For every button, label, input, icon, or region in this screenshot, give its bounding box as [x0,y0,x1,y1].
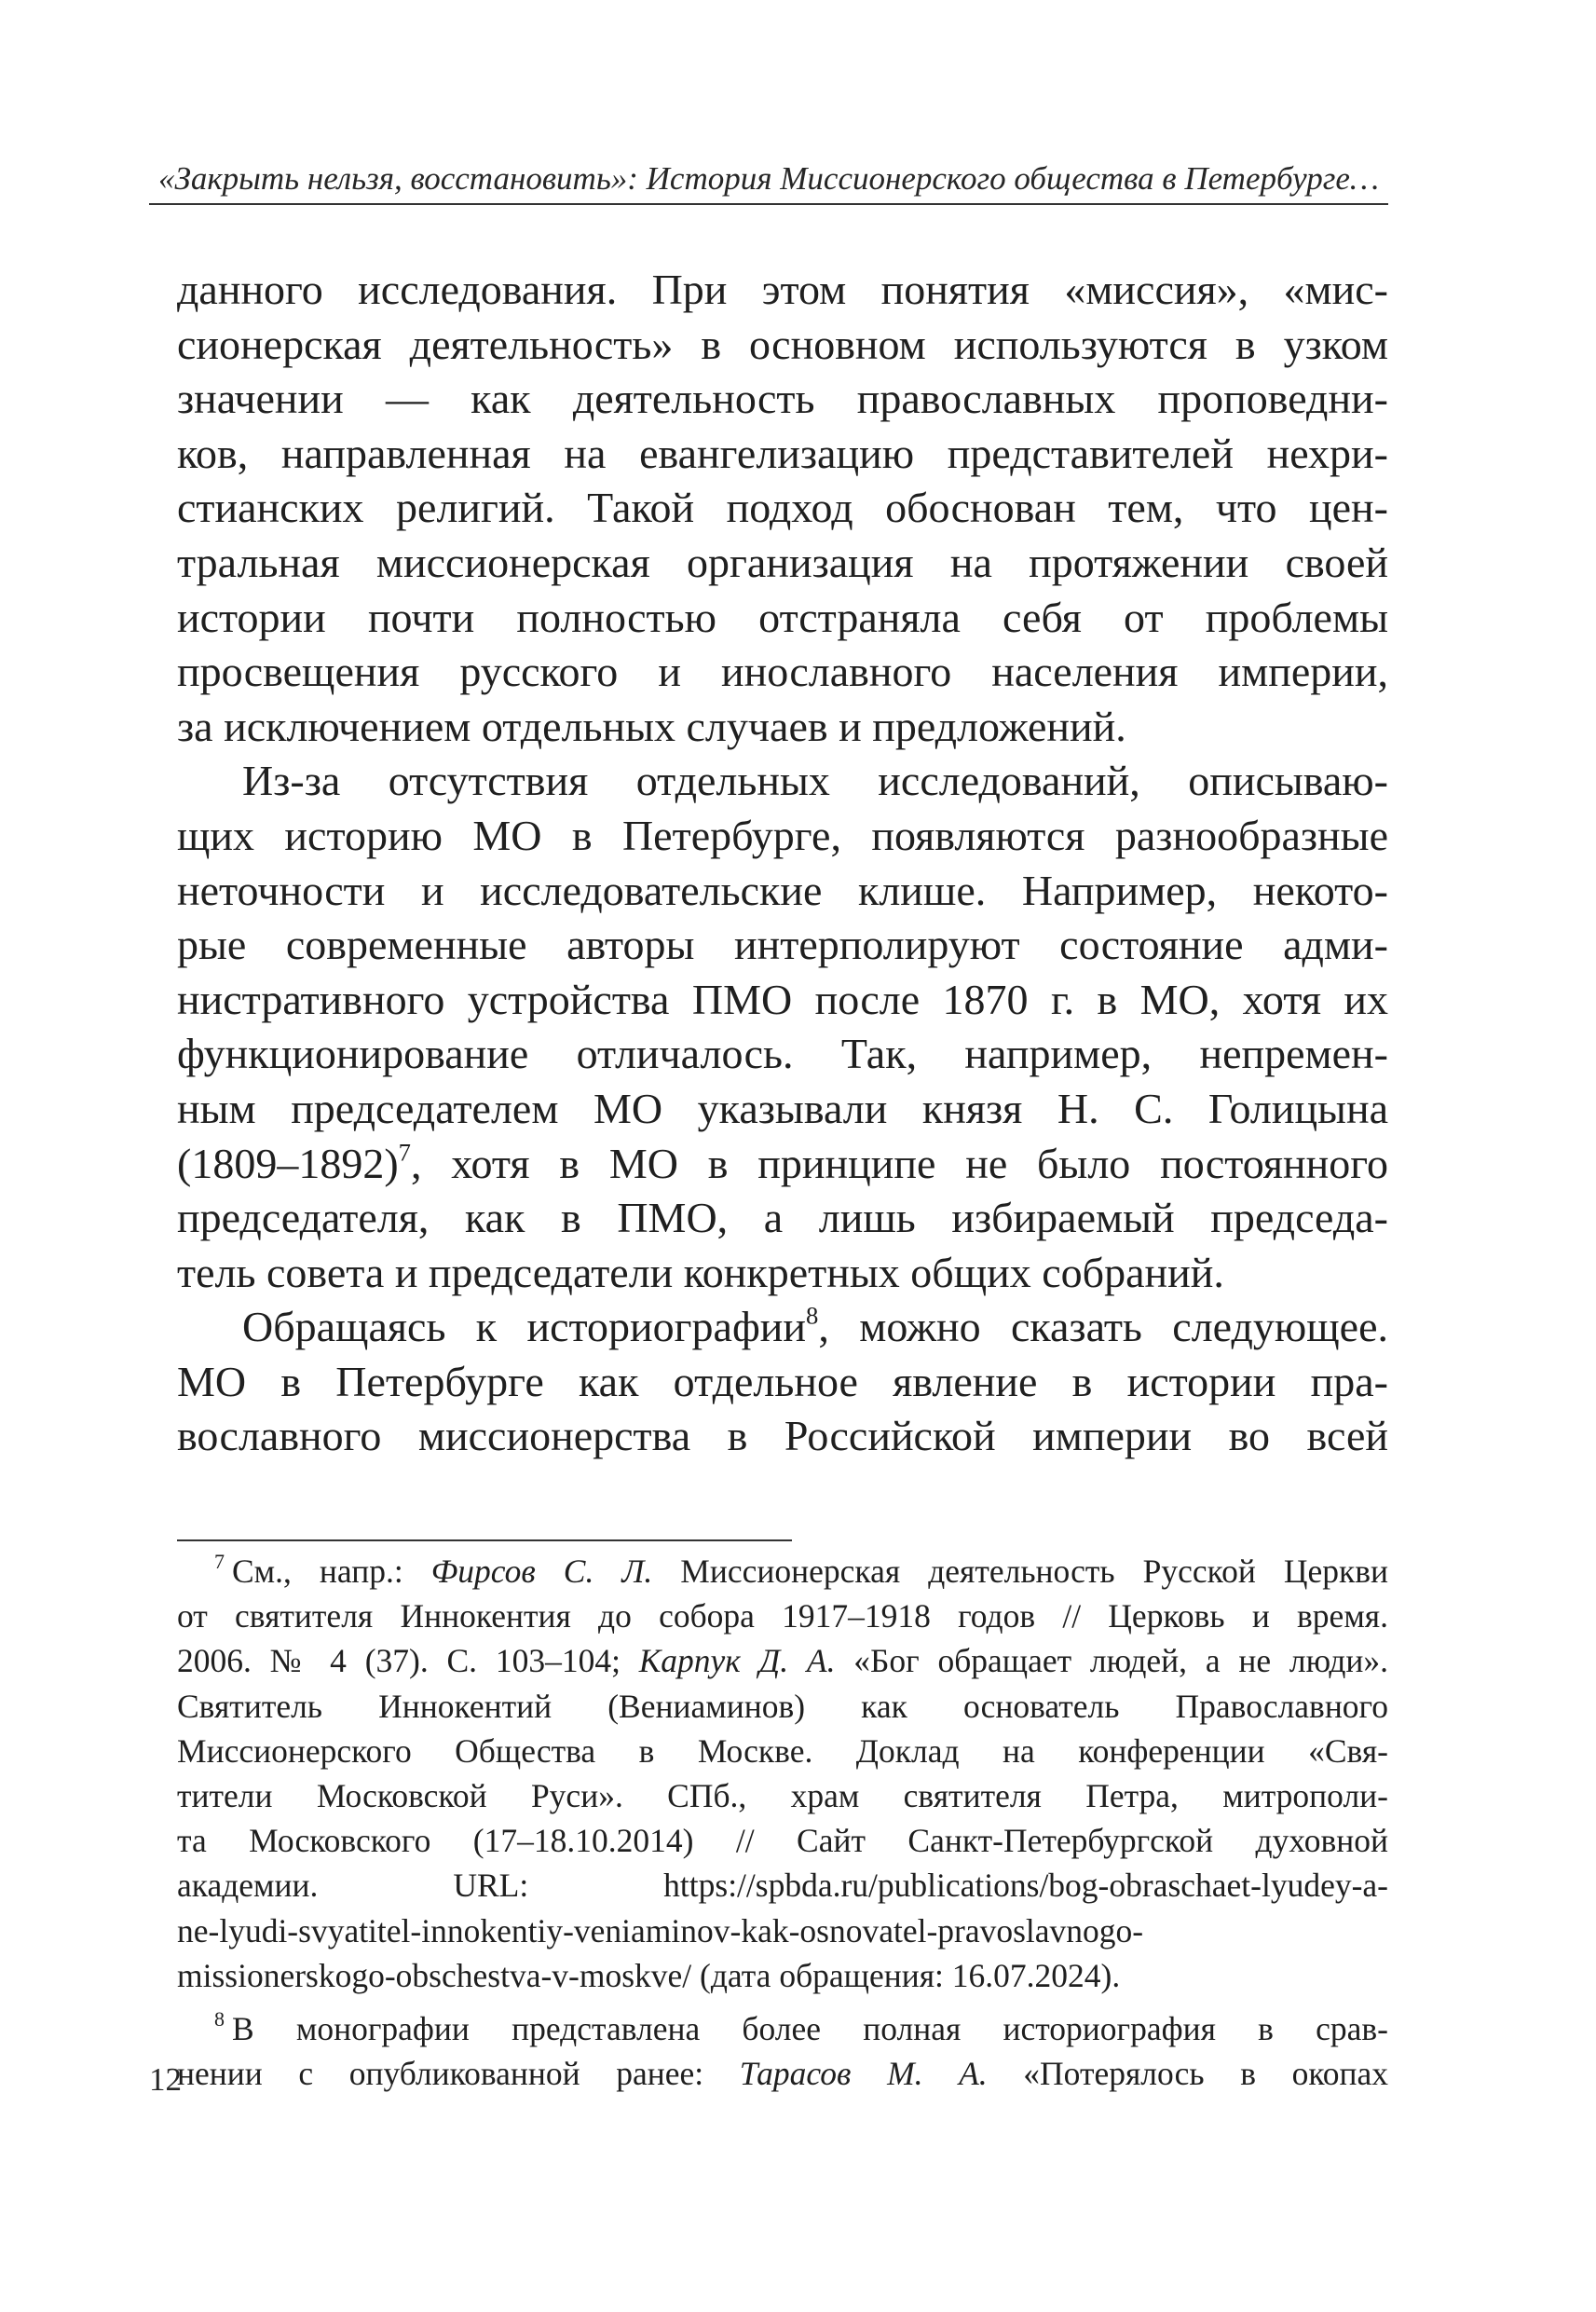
footnote-7-url-line[interactable]: missionerskogo-obschestva-v-moskve/ (дата обращения: 16.07.2024). [177,1956,1121,1994]
body-line: вославного миссионерства в Российской империи во всей [177,1412,1388,1460]
body-line: МО в Петербурге как отдельное явление в истории пра- [177,1357,1388,1405]
body-line: Из-за отсутствия отдельных исследований, описываю- [242,757,1388,805]
body-text-segment: , можно сказать следующее. [818,1303,1388,1351]
footnote-7-line: тители Московской Руси». СПб., храм святителя Петра, митрополи- [177,1777,1388,1815]
footnote-text-segment: В монографии представлена более полная историография в срав- [232,2010,1388,2048]
body-line: ков, направленная на евангелизацию представителей нехри- [177,429,1388,477]
running-head-rule [149,203,1388,205]
footnote-7-line: от святителя Иннокентия до собора 1917–1918 годов // Церковь и время. [177,1597,1388,1635]
body-line: председателя, как в ПМО, а лишь избираемый председа- [177,1194,1388,1242]
footnote-8-line [177,2006,1388,2051]
running-head: «Закрыть нельзя, восстановить»: История Миссионерского общества в Петербурге… [157,160,1380,197]
body-line: рые современные авторы интерполируют состояние адми- [177,921,1388,969]
footnote-text-segment: нении с опубликованной ранее: [177,2055,740,2093]
footnote-text-segment: 2006. № 4 (37). С. 103–104; [177,1642,639,1680]
footnote-text-segment: «Бог обращает людей, а не люди». [835,1642,1388,1680]
footnote-text-segment: См., напр.: [232,1553,431,1590]
footnote-7-line: Святитель Иннокентий (Вениаминов) как основатель Православного [177,1687,1388,1725]
footnote-author: Тарасов М. А. [739,2055,988,2093]
footnote-number-7: 7 [214,1549,225,1573]
footnote-number-8: 8 [214,2006,225,2031]
footnote-text-segment: «Потерялось в окопах [987,2055,1389,2093]
footnote-7-line: Миссионерского Общества в Москве. Доклад на конференции «Свя- [177,1731,1388,1770]
body-text-segment: , хотя в МО в принципе не было постоянного [410,1139,1388,1187]
footnote-rule [177,1539,792,1541]
body-line: стианских религий. Такой подход обоснован тем, что цен- [177,484,1388,532]
body-text [177,263,1388,1464]
body-line: данного исследования. При этом понятия «миссия», «мис- [177,266,1388,313]
body-line: щих историю МО в Петербурге, появляются разнообразные [177,811,1388,859]
body-line: просвещения русского и инославного населения империи, [177,648,1388,696]
footnote-text-segment: Миссионерская деятельность Русской Церкви [652,1553,1388,1590]
footnote-7-line [177,1638,1388,1683]
footnote-7-url-line[interactable]: академии. URL: https://spbda.ru/publications/bog-obraschaet-lyudey-a- [177,1867,1388,1905]
body-text-segment: Обращаясь к историографии [242,1303,806,1351]
footnote-7-url-line[interactable]: ne-lyudi-svyatitel-innokentiy-veniaminov-kak-osnovatel-pravoslavnogo- [177,1911,1144,1949]
body-line: сионерская деятельность» в основном используются в узком [177,320,1388,368]
footnote-ref-7[interactable]: 7 [398,1137,411,1166]
body-line [177,1300,1388,1355]
body-text-segment: (1809–1892) [177,1139,399,1187]
footnote-8-line [177,2051,1388,2096]
body-line: за исключением отдельных случаев и предложений. [177,702,1126,750]
footnote-author: Карпук Д. А. [638,1642,836,1680]
page-number: 12 [149,2061,182,2098]
body-line [177,1137,1388,1192]
footnote-ref-8[interactable]: 8 [806,1301,819,1330]
body-line: истории почти полностью отстраняла себя от проблемы [177,593,1388,641]
footnote-7-line: та Московского (17–18.10.2014) // Сайт Санкт-Петербургской духовной [177,1822,1388,1860]
body-line: ным председателем МО указывали князя Н. С. Голицына [177,1084,1388,1132]
footnotes [177,1549,1388,2096]
body-line: нистративного устройства ПМО после 1870 г. в МО, хотя их [177,975,1388,1023]
footnote-7-line [177,1549,1388,1594]
body-line: тель совета и председатели конкретных общих собраний. [177,1248,1224,1296]
body-line: функционирование отличалось. Так, например, непремен- [177,1030,1388,1078]
body-line: значении — как деятельность православных проповедни- [177,375,1388,423]
body-line: неточности и исследовательские клише. Например, некото- [177,866,1388,914]
body-line: тральная миссионерская организация на протяжении своей [177,538,1388,586]
footnote-author: Фирсов С. Л. [430,1553,653,1590]
